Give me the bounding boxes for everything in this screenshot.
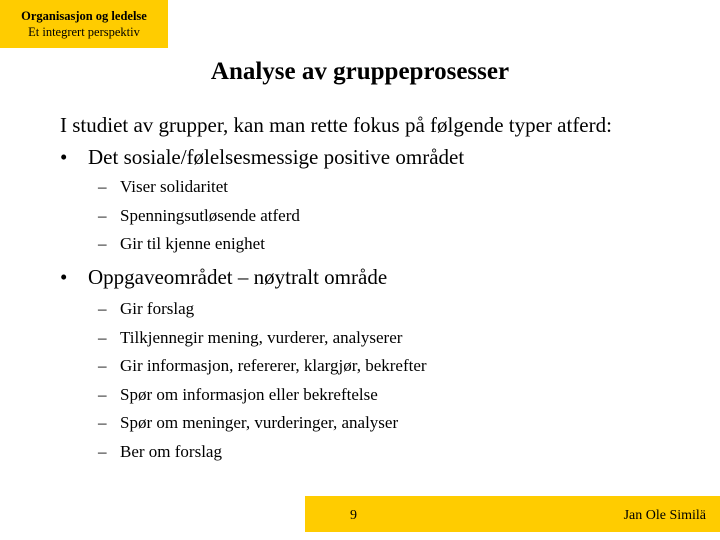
bullet-marker: • — [60, 145, 68, 169]
intro-text: I studiet av grupper, kan man rette fokus på følgende typer atferd: — [60, 113, 612, 137]
list-item-text: Spenningsutløsende atferd — [120, 206, 300, 225]
dash-marker: – — [98, 413, 107, 432]
section-heading-text: Det sosiale/følelsesmessige positive området — [88, 145, 465, 169]
dash-marker: – — [98, 442, 107, 461]
bullet-marker: • — [60, 265, 68, 289]
dash-marker: – — [98, 206, 107, 225]
header-box — [0, 0, 168, 48]
list-item — [98, 384, 378, 406]
dash-marker: – — [98, 328, 107, 347]
dash-marker: – — [98, 177, 107, 196]
list-item — [98, 412, 398, 434]
section-heading-text: Oppgaveområdet – nøytralt område — [88, 265, 388, 289]
dash-marker: – — [98, 385, 107, 404]
list-item-text: Spør om meninger, vurderinger, analyser — [120, 413, 399, 432]
list-item — [98, 205, 300, 227]
list-item-text: Viser solidaritet — [120, 177, 229, 196]
list-item-text: Tilkjennegir mening, vurderer, analyserer — [120, 328, 403, 347]
list-item — [98, 355, 427, 377]
list-item-text: Gir informasjon, refererer, klargjør, bekrefter — [120, 356, 427, 375]
dash-marker: – — [98, 234, 107, 253]
dash-marker: – — [98, 299, 107, 318]
list-item — [98, 327, 402, 349]
list-item-text: Ber om forslag — [120, 442, 222, 461]
header-title: Organisasjon og ledelse — [21, 9, 147, 23]
section-heading — [60, 143, 464, 171]
list-item-text: Gir til kjenne enighet — [120, 234, 265, 253]
header-subtitle: Et integrert perspektiv — [28, 25, 140, 39]
list-item — [98, 176, 228, 198]
section-heading — [60, 263, 387, 291]
list-item — [98, 441, 222, 463]
footer-author: Jan Ole Similä — [623, 508, 706, 523]
dash-marker: – — [98, 356, 107, 375]
slide-title: Analyse av gruppeprosesser — [210, 58, 510, 85]
list-item — [98, 233, 265, 255]
list-item-text: Spør om informasjon eller bekreftelse — [120, 385, 378, 404]
page-number: 9 — [350, 508, 357, 523]
list-item-text: Gir forslag — [120, 299, 195, 318]
list-item — [98, 298, 194, 320]
